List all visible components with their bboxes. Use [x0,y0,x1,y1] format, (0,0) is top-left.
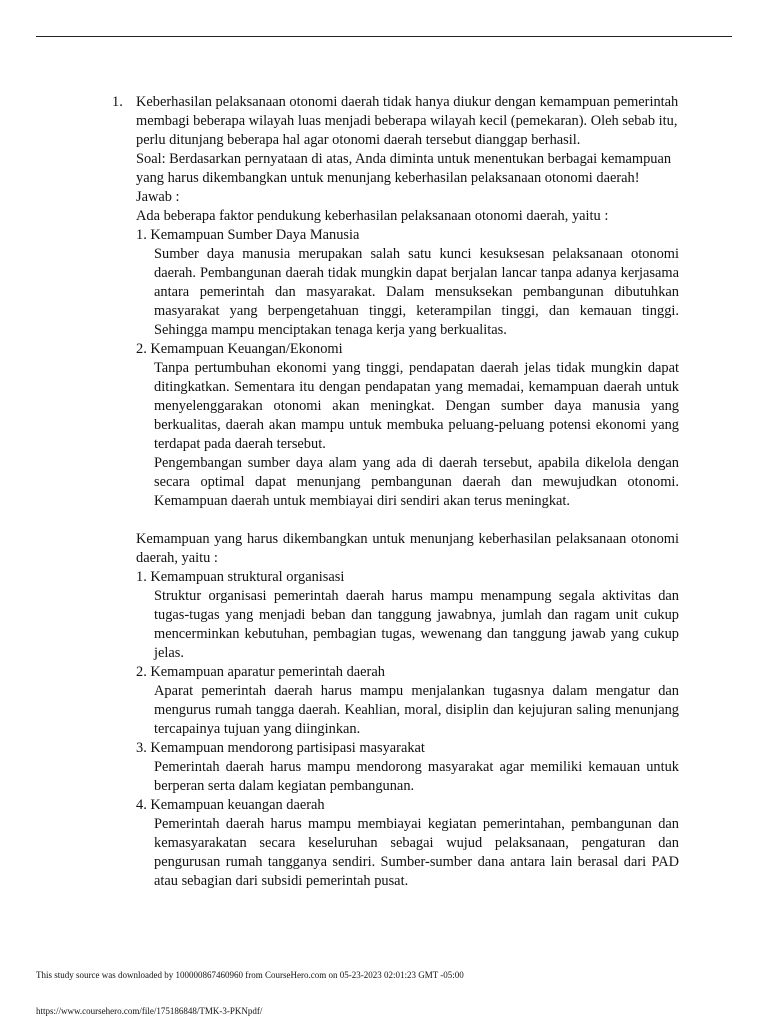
section1-item-paragraph: Sumber daya manusia merupakan salah satu kunci kesuksesan pelaksanaan otonomi daerah. Pembangunan daerah tidak mungkin dapat berjalan lancar tanpa adanya kerjasama antara pemerintah dan masyarakat. Dalam mensuksekan pembangunan dibutuhkan masyarakat yang berpengetahuan tinggi, keterampilan tinggi, dan kemauan tinggi. Sehingga mampu menciptakan tenaga kerja yang berkualitas. [154,246,679,338]
question-text: Keberhasilan pelaksanaan otonomi daerah tidak hanya diukur dengan kemampuan pemerintah membagi beberapa wilayah luas menjadi beberapa wilayah kecil (pemekaran). Oleh sebab itu, perlu ditunjang beberapa hal agar otonomi daerah tersebut dianggap berhasil. [136,94,679,148]
section2-item-paragraph: Pemerintah daerah harus mampu mendorong masyarakat agar memiliki kemauan untuk berperan serta dalam kegiatan pembangunan. [154,759,679,794]
section2-intro: Kemampuan yang harus dikembangkan untuk menunjang keberhasilan pelaksanaan otonomi daerah, yaitu : [136,531,679,566]
section2-item-title: 4. Kemampuan keuangan daerah [136,797,325,813]
question-number: 1. [112,94,123,110]
section1-item-title: 1. Kemampuan Sumber Daya Manusia [136,227,360,243]
jawab-label: Jawab : [136,189,180,205]
question-block [112,93,679,226]
section2-item-title: 3. Kemampuan mendorong partisipasi masyarakat [136,740,425,756]
download-notice: This study source was downloaded by 100000867460960 from CourseHero.com on 05-23-2023 02:01:23 GMT -05:00 [36,970,464,980]
question-body [136,93,679,226]
source-url[interactable]: https://www.coursehero.com/file/175186848/TMK-3-PKNpdf/ [36,1006,263,1016]
soal-text: Soal: Berdasarkan pernyataan di atas, Anda diminta untuk menentukan berbagai kemampuan yang harus dikembangkan untuk menunjang keberhasilan pelaksanaan otonomi daerah! [136,151,672,186]
document-body [112,93,679,891]
section2-item-paragraph: Pemerintah daerah harus mampu membiayai kegiatan pemerintahan, pembangunan dan kemasyarakatan secara keseluruhan sebagai wujud pelaksanaan, pengaturan dan pengurusan rumah tangganya sendiri. Sumber-sumber dana antara lain berasal dari PAD atau sebagian dari subsidi pemerintah pusat. [154,816,679,889]
section2-item-title: 2. Kemampuan aparatur pemerintah daerah [136,664,385,680]
section2-item-paragraph: Aparat pemerintah daerah harus mampu menjalankan tugasnya dalam mengatur dan mengurus rumah tangga daerah. Keahlian, moral, disiplin dan kejujuran saling menunjang tercapainya tujuan yang diinginkan. [154,683,679,737]
section1-item-paragraph: Pengembangan sumber daya alam yang ada di daerah tersebut, apabila dikelola dengan secara optimal dapat menunjang pembangunan daerah dan mewujudkan otonomi. Kemampuan daerah untuk membiayai diri sendiri akan terus meningkat. [154,455,679,509]
section2-item-paragraph: Struktur organisasi pemerintah daerah harus mampu menampung segala aktivitas dan tugas-tugas yang menjadi beban dan tanggung jawabnya, jumlah dan ragam unit cukup mencerminkan kebutuhan, pembagian tugas, wewenang dan tanggung jawab yang cukup jelas. [154,588,679,661]
section1-intro: Ada beberapa faktor pendukung keberhasilan pelaksanaan otonomi daerah, yaitu : [136,208,609,224]
section2-item-title: 1. Kemampuan struktural organisasi [136,569,345,585]
section1-item-title: 2. Kemampuan Keuangan/Ekonomi [136,341,343,357]
section1-item-paragraph: Tanpa pertumbuhan ekonomi yang tinggi, pendapatan daerah jelas tidak mungkin dapat ditingkatkan. Sementara itu dengan pendapatan yang memadai, kemampuan daerah untuk menyelenggarakan otonomi akan meningkat. Dengan sumber daya manusia yang berkualitas, daerah akan mampu untuk membuka peluang-peluang potensi ekonomi yang terdapat pada daerah tersebut. [154,360,679,452]
paragraph-gap [112,511,679,530]
top-rule [36,36,732,37]
